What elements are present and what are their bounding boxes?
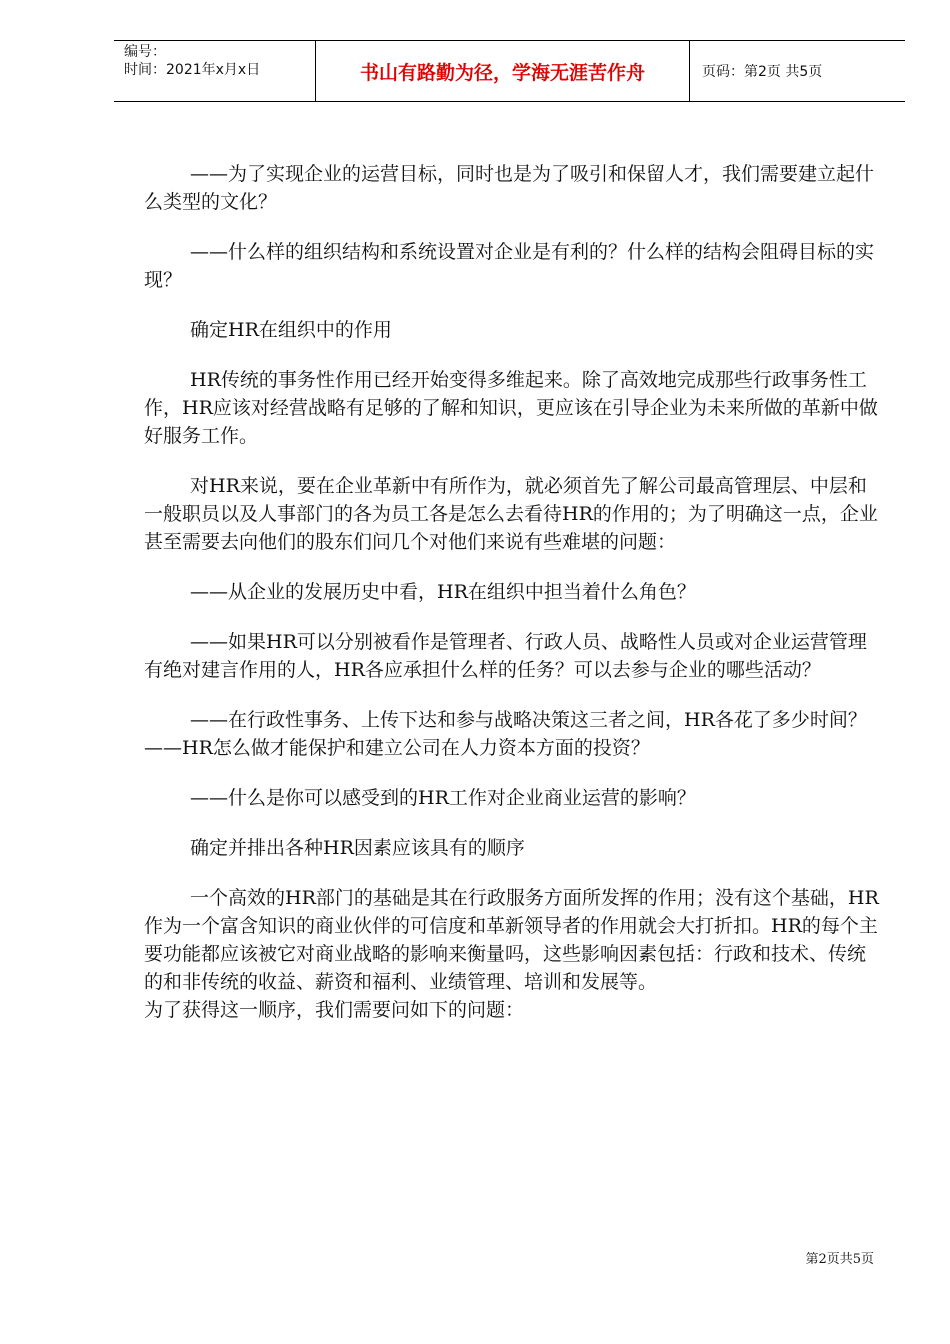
- paragraph: ——从企业的发展历史中看，HR在组织中担当着什么角色？: [190, 581, 696, 603]
- page-header: [114, 40, 905, 102]
- page-footer: 第2页共5页: [805, 1252, 874, 1267]
- paragraph: HR传统的事务性作用已经开始变得多维起来。除了高效地完成那些行政事务性工作，HR应该对经营战略有足够的了解和知识，更应该在引导企业为未来所做的革新中做好服务工作。: [144, 369, 878, 447]
- document-body: [144, 160, 884, 1046]
- paragraph: 为了获得这一顺序，我们需要问如下的问题：: [144, 999, 525, 1021]
- section-heading: 确定并排出各种HR因素应该具有的顺序: [190, 837, 525, 859]
- document-number: 编号：: [124, 44, 166, 60]
- paragraph: ——什么样的组织结构和系统设置对企业是有利的？什么样的结构会阻碍目标的实现？: [144, 241, 875, 291]
- header-motto: 书山有路勤为径，学海无涯苦作舟: [316, 41, 690, 101]
- paragraph: ——为了实现企业的运营目标，同时也是为了吸引和保留人才，我们需要建立起什么类型的文化？: [144, 163, 875, 213]
- header-page-info: 页码：第2页 共5页: [702, 64, 823, 80]
- paragraph: ——什么是你可以感受到的HR工作对企业商业运营的影响？: [190, 787, 696, 809]
- paragraph: 对HR来说，要在企业革新中有所作为，就必须首先了解公司最高管理层、中层和一般职员以及人事部门的各为员工各是怎么去看待HR的作用的；为了明确这一点，企业甚至需要去向他们的股东们问几个对他们来说有些难堪的问题：: [144, 475, 878, 553]
- paragraph: ——如果HR可以分别被看作是管理者、行政人员、战略性人员或对企业运营管理有绝对建言作用的人，HR各应承担什么样的任务？可以去参与企业的哪些活动？: [144, 631, 867, 681]
- paragraph: ——在行政性事务、上传下达和参与战略决策这三者之间，HR各花了多少时间？ ——HR怎么做才能保护和建立公司在人力资本方面的投资？: [144, 709, 886, 759]
- header-meta: [114, 41, 316, 101]
- section-heading: 确定HR在组织中的作用: [190, 319, 392, 341]
- document-date: 时间：2021年x月x日: [124, 62, 261, 78]
- paragraph: 一个高效的HR部门的基础是其在行政服务方面所发挥的作用；没有这个基础，HR作为一个富含知识的商业伙伴的可信度和革新领导者的作用就会大打折扣。HR的每个主要功能都应该被它对商业战略的影响来衡量吗，这些影响因素包括：行政和技术、传统的和非传统的收益、薪资和福利、业绩管理、培训和发展等。: [144, 887, 879, 993]
